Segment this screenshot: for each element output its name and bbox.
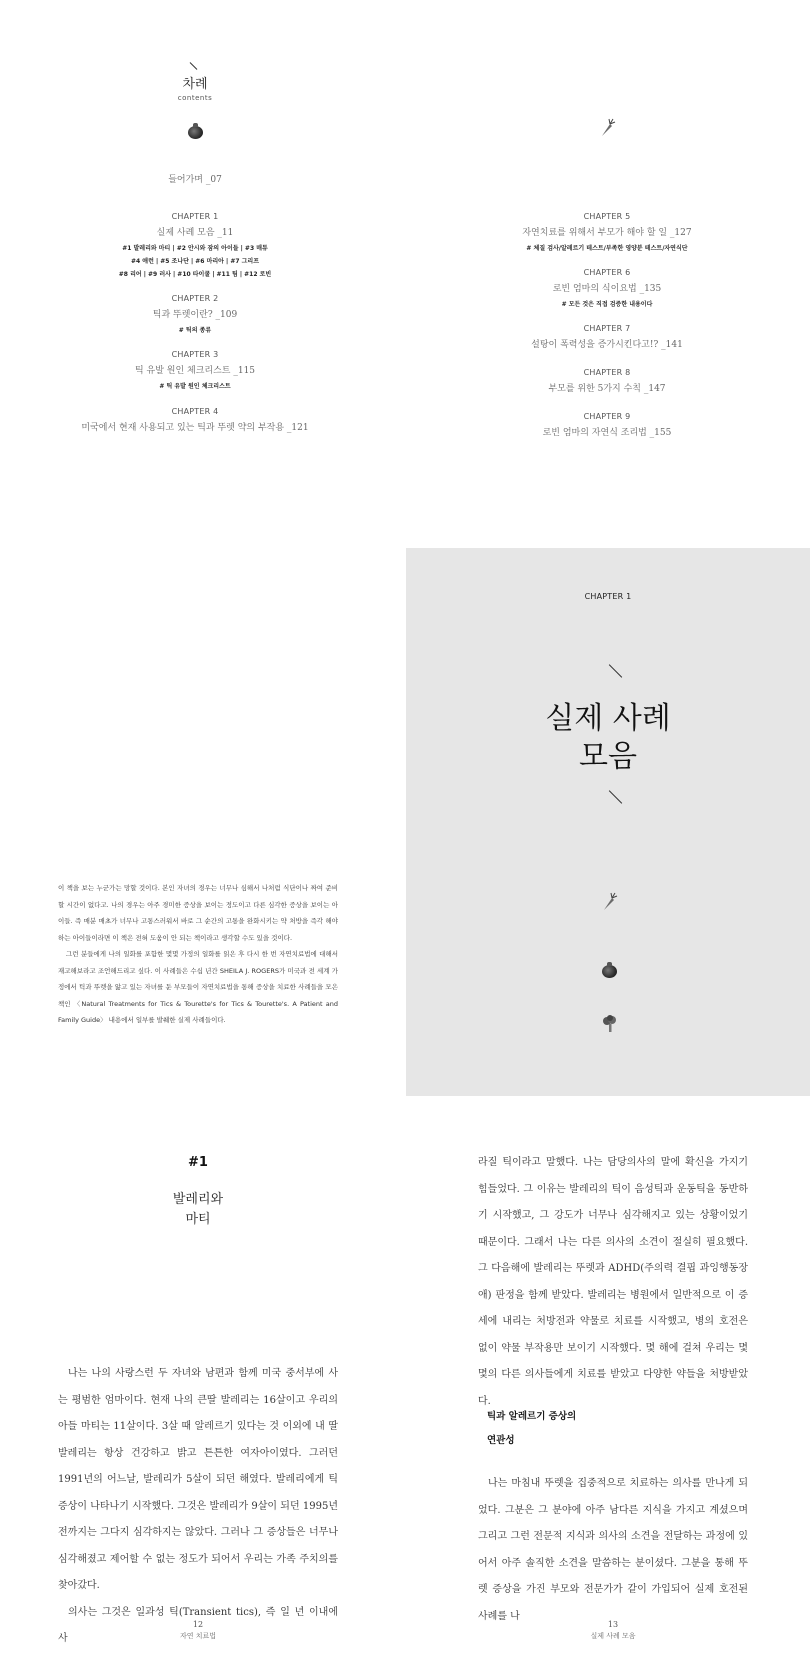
toc-chapter-7[interactable]: CHAPTER 7 설탕이 폭력성을 증가시킨다고!? _141: [531, 324, 683, 350]
chapter-title-line1: 실제 사례: [545, 701, 671, 736]
chapter-tags: #1 발레리와 마티 | #2 안시와 잠의 아이들 | #3 매튜: [122, 245, 268, 252]
case-right-body-2: [478, 1471, 748, 1630]
intro-paragraph: 이 책을 보는 누군가는 망할 것이다. 본인 자녀의 경우는 너무나 심해서 나처럼 식단이나 짜여 준비할 시간이 없다고. 나의 경우는 아주 경미한 증상을 보이는 정도이고 다른 심각한 증상을 보이는 아이들. 즉 매분 매초가 너무나 고통스러워서 바로 그 순간의 고통을 완화시키는 약 처방을 즉각 해야 하는 아이들이라면 이 책은 전혀 도움이 안 되는 책이라고 생각할 수도 있을 것이다.: [58, 884, 338, 942]
case-subheading: 틱과 알레르기 증상의 연관성: [487, 1411, 577, 1446]
chapter-tags: #4 애런 | #5 조나단 | #6 마리아 | #7 그리프: [130, 258, 260, 265]
body-paragraph: 나는 마침내 뚜렛을 집중적으로 치료하는 의사를 만나게 되었다. 그분은 그 분야에 아주 남다른 지식을 가지고 계셨으며 그리고 그런 전문적 지식과 의사의 소견을 전달하는 과정에 있어서 아주 솔직한 소견을 말씀하는 분이셨다. 그분을 통해 뚜렛 증상을 가진 부모와 전문가가 같이 가입되어 실제 호전된 사례를 나: [478, 1478, 748, 1622]
toc-chapter-4[interactable]: CHAPTER 4 미국에서 현재 사용되고 있는 틱과 뚜렛 약의 부작용 _121: [81, 407, 309, 433]
case-heading: [58, 1155, 338, 1230]
body-paragraph: 나는 나의 사랑스런 두 자녀와 남편과 함께 미국 중서부에 사는 평범한 엄마이다. 현재 나의 큰딸 발레리는 16살이고 우리의 아들 마티는 11살이다. 3살 때 알레르기 있다는 것 이외에 내 딸 발레리는 항상 건강하고 밝고 튼튼한 여자아이였다. 그러던 1991년의 어느날, 발레리가 5살이 되던 해였다. 발레리에게 틱 증상이 나타나기 시작했다. 그것은 발레리가 9살이 되던 1995년 전까지는 그다지 심각하지는 않았다. 그러나 그 증상들은 너무나 심각해졌고 제어할 수 없는 정도가 되어서 우리는 가족 주치의를 찾아갔다.: [58, 1368, 338, 1591]
slash-mark: [190, 62, 198, 70]
tomato-icon: [188, 126, 203, 139]
carrot-icon: [600, 892, 618, 914]
intro-text: [58, 880, 338, 1029]
toc-subtitle: contents: [177, 94, 213, 102]
toc-chapter-8[interactable]: CHAPTER 8 부모를 위한 5가지 수칙 _147: [548, 368, 666, 394]
toc-chapter-1[interactable]: CHAPTER 1 실제 사례 모음 _11 #1 발레리와 마티 | #2 안시와 잠의 아이들 | #3 매튜 #4 애런 | #5 조나단 | #6 마리아 | #7 그리프 #8 리어 | #9 러사 | #10 타이쿨 | #11 팀 | #12 로빈: [0, 212, 390, 281]
toc-chapter-2[interactable]: CHAPTER 2 틱과 뚜렛이란? _109 # 틱의 종류: [0, 294, 390, 337]
chapter-tags: #8 리어 | #9 러사 | #10 타이쿨 | #11 팀 | #12 로빈: [118, 271, 272, 278]
page-number: 12: [192, 1620, 204, 1629]
intro-paragraph: 그런 분들에게 나의 일화를 포함한 몇몇 가정의 일화를 읽은 후 다시 한 번 자연치료법에 대해서 재고해보라고 조언해드리고 싶다. 이 사례들은 수십 년간 SHEILA J. ROGERS가 미국과 전 세계 가정에서 틱과 뚜렛을 앓고 있는 자녀를 둔 부모들이 자연치료법을 통해 증상을 치료한 사례들을 모은 책인 〈Natural Treatments for Tics & Tourette's for Tics & Tourette's. A Patient and Family Guide〉 내용에서 일부를 발췌한 실제 사례들이다.: [58, 950, 338, 1024]
toc-chapter-6[interactable]: CHAPTER 6 로빈 엄마의 식이요법 _135 # 모든 것은 직접 검증한 내용이다: [412, 268, 802, 311]
case-number: #1: [188, 1155, 208, 1170]
case-right-body: [478, 1150, 748, 1415]
chapter-label: CHAPTER 1: [584, 592, 632, 601]
running-title: 자연 치료법: [179, 1632, 217, 1640]
case-title-line1: 발레리와: [172, 1192, 224, 1207]
toc-chapter-5[interactable]: CHAPTER 5 자연치료를 위해서 부모가 해야 할 일 _127 # 체질 검사/알레르기 테스트/부족한 영양분 테스트/자연식단: [412, 212, 802, 255]
body-paragraph: 의사는 그것은 일과성 틱(Transient tics), 즉 일 년 이내에 사: [58, 1606, 338, 1644]
chapter-tags: # 체질 검사/알레르기 테스트/부족한 영양분 테스트/자연식단: [526, 245, 688, 252]
case-title-line2: 마티: [185, 1212, 211, 1227]
toc-chapter-9[interactable]: CHAPTER 9 로빈 엄마의 자연식 조리법 _155: [542, 412, 672, 438]
case-left-body: [58, 1361, 338, 1653]
carrot-icon: [598, 118, 616, 140]
tomato-icon: [602, 965, 617, 978]
slash-mark: [609, 664, 622, 677]
chapter-tags: # 틱 유발 원인 체크리스트: [159, 383, 231, 390]
chapter-title-page: [406, 548, 810, 1096]
running-title: 실제 사례 모음: [590, 1632, 636, 1640]
footer-left: [58, 1620, 338, 1641]
footer-right: [478, 1620, 748, 1641]
toc-intro-entry: 들어가며 _07: [168, 175, 222, 185]
slash-mark: [609, 790, 622, 803]
body-paragraph: 라질 틱이라고 말했다. 나는 담당의사의 말에 확신을 가지기 힘들었다. 그 이유는 발레리의 틱이 음성틱과 운동틱을 동반하기 시작했고, 그 강도가 너무나 심각해지고 있는 상황이었기 때문이다. 그래서 나는 다른 의사의 소견이 절실히 필요했다. 그 다음해에 발레리는 뚜렛과 ADHD(주의력 결핍 과잉행동장애) 판정을 함께 받았다. 발레리는 병원에서 일반적으로 이 증세에 내리는 처방전과 약물로 치료를 시작했고, 병의 호전은 없이 약물 부작용만 보이기 시작했다. 몇 해에 걸쳐 우리는 몇몇의 다른 의사들에게 치료를 받았고 다양한 약들을 처방받았다.: [478, 1157, 748, 1407]
toc-title: 차례: [182, 77, 208, 92]
page-number: 13: [607, 1620, 619, 1629]
chapter-tags: # 틱의 종류: [178, 327, 212, 334]
chapter-tags: # 모든 것은 직접 검증한 내용이다: [561, 301, 653, 308]
chapter-title-line2: 모음: [579, 739, 637, 774]
toc-chapter-3[interactable]: CHAPTER 3 틱 유발 원인 체크리스트 _115 # 틱 유발 원인 체크리스트: [0, 350, 390, 393]
broccoli-icon: [602, 1015, 618, 1033]
